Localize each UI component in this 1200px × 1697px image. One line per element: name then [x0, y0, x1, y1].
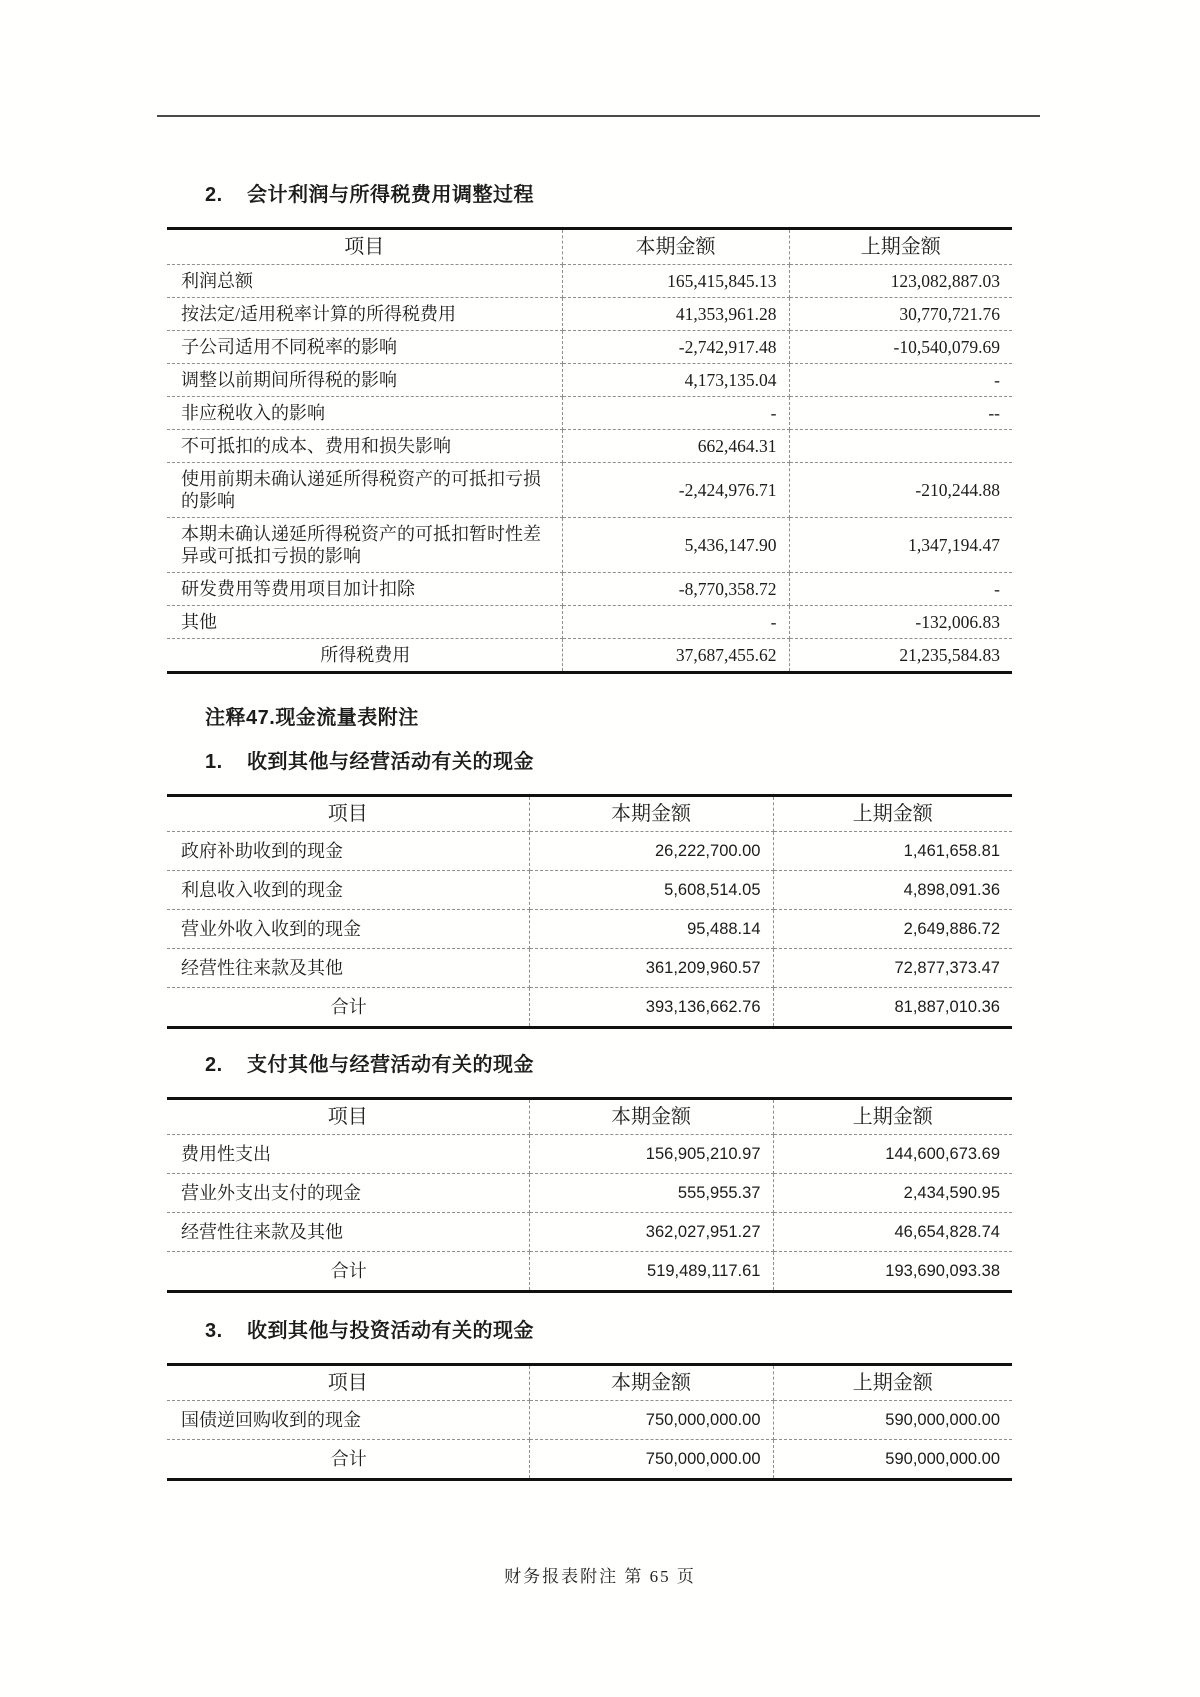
- item-label-cell: 经营性往来款及其他: [167, 949, 529, 988]
- table-row: [167, 871, 1012, 910]
- current-amount-cell: 519,489,117.61: [529, 1252, 773, 1292]
- total-row: [167, 639, 1012, 673]
- other-operating-payments-table: [167, 1097, 1012, 1293]
- prior-amount-cell: 1,461,658.81: [773, 832, 1012, 871]
- table-row: [167, 397, 1012, 430]
- total-row: [167, 1252, 1012, 1292]
- section-heading-other-operating-payments: [157, 1051, 1040, 1079]
- current-amount-cell: -8,770,358.72: [562, 573, 789, 606]
- prior-amount-cell: 21,235,584.83: [899, 645, 1000, 665]
- prior-amount-cell: -: [789, 364, 1012, 397]
- current-amount-cell: 37,687,455.62: [562, 639, 789, 673]
- column-header: 本期金额: [529, 1365, 773, 1401]
- item-label-cell: 国债逆回购收到的现金: [167, 1401, 529, 1440]
- column-header: 上期金额: [773, 796, 1012, 832]
- current-amount-cell: 4,173,135.04: [562, 364, 789, 397]
- current-amount-cell: 165,415,845.13: [562, 265, 789, 298]
- table-row: [167, 832, 1012, 871]
- table-row: [167, 606, 1012, 639]
- current-amount-cell: 393,136,662.76: [529, 988, 773, 1028]
- table-row: [167, 364, 1012, 397]
- prior-amount-cell: 46,654,828.74: [773, 1213, 1012, 1252]
- table-row: [167, 463, 1012, 518]
- item-label-cell: 政府补助收到的现金: [167, 832, 529, 871]
- current-amount-cell: 750,000,000.00: [529, 1401, 773, 1440]
- prior-amount-cell: 2,649,886.72: [773, 910, 1012, 949]
- column-header: 上期金额: [773, 1099, 1012, 1135]
- column-header: 本期金额: [529, 796, 773, 832]
- prior-amount-cell: 590,000,000.00: [885, 1450, 1000, 1468]
- section-heading-tax-adjustment: [157, 181, 1040, 209]
- total-row: [167, 988, 1012, 1028]
- current-amount-cell: -: [562, 606, 789, 639]
- other-investing-receipts-table: [167, 1363, 1012, 1481]
- item-label-cell: 经营性往来款及其他: [167, 1213, 529, 1252]
- prior-amount-cell: 193,690,093.38: [885, 1262, 1000, 1280]
- current-amount-cell: 5,436,147.90: [562, 518, 789, 573]
- item-label-cell: 合计: [167, 1440, 529, 1480]
- column-header: 上期金额: [773, 1365, 1012, 1401]
- table-row: [167, 1174, 1012, 1213]
- item-label-cell: 合计: [167, 988, 529, 1028]
- item-label-cell: 其他: [167, 606, 562, 639]
- current-amount-cell: 555,955.37: [529, 1174, 773, 1213]
- current-amount-cell: 750,000,000.00: [529, 1440, 773, 1480]
- table-header-row: [167, 1365, 1012, 1401]
- item-label-cell: 研发费用等费用项目加计扣除: [167, 573, 562, 606]
- prior-amount-cell: 1,347,194.47: [789, 518, 1012, 573]
- prior-amount-cell: -132,006.83: [789, 606, 1012, 639]
- table-header-row: [167, 229, 1012, 265]
- table-row: [167, 1213, 1012, 1252]
- item-label-cell: 营业外收入收到的现金: [167, 910, 529, 949]
- prior-amount-cell: 81,887,010.36: [894, 998, 1000, 1016]
- prior-amount-cell: 144,600,673.69: [773, 1135, 1012, 1174]
- section-heading-note47: [157, 704, 1040, 732]
- column-header: 项目: [167, 229, 562, 265]
- current-amount-cell: 95,488.14: [529, 910, 773, 949]
- tax-adjustment-table: [167, 227, 1012, 674]
- current-amount-cell: -2,742,917.48: [562, 331, 789, 364]
- current-amount-cell: -: [562, 397, 789, 430]
- prior-amount-cell: 2,434,590.95: [773, 1174, 1012, 1213]
- table-row: [167, 298, 1012, 331]
- column-header: 上期金额: [789, 229, 1012, 265]
- table-row: [167, 331, 1012, 364]
- heading-title: 支付其他与经营活动有关的现金: [247, 1054, 534, 1076]
- prior-amount-cell: 590,000,000.00: [773, 1401, 1012, 1440]
- page-footer: 财务报表附注 第 65 页: [504, 1567, 696, 1586]
- prior-amount-cell: -: [789, 573, 1012, 606]
- table-header-row: [167, 796, 1012, 832]
- section-heading-other-investing-receipts: [157, 1317, 1040, 1345]
- prior-amount-cell: -210,244.88: [789, 463, 1012, 518]
- column-header: 项目: [167, 1099, 529, 1135]
- table-row: [167, 265, 1012, 298]
- heading-title: 收到其他与投资活动有关的现金: [247, 1320, 534, 1342]
- prior-amount-cell: --: [789, 397, 1012, 430]
- item-label-cell: 按法定/适用税率计算的所得税费用: [167, 298, 562, 331]
- item-label-cell: 营业外支出支付的现金: [167, 1174, 529, 1213]
- column-header: 本期金额: [562, 229, 789, 265]
- table-row: [167, 430, 1012, 463]
- header-rule: [157, 115, 1040, 117]
- item-label-cell: 调整以前期间所得税的影响: [167, 364, 562, 397]
- current-amount-cell: 26,222,700.00: [529, 832, 773, 871]
- item-label-cell: 利息收入收到的现金: [167, 871, 529, 910]
- item-label-cell: 非应税收入的影响: [167, 397, 562, 430]
- current-amount-cell: -2,424,976.71: [562, 463, 789, 518]
- prior-amount-cell: 123,082,887.03: [789, 265, 1012, 298]
- current-amount-cell: 156,905,210.97: [529, 1135, 773, 1174]
- current-amount-cell: 362,027,951.27: [529, 1213, 773, 1252]
- item-label-cell: 使用前期未确认递延所得税资产的可抵扣亏损的影响: [167, 463, 562, 518]
- total-row: [167, 1440, 1012, 1480]
- prior-amount-cell: 30,770,721.76: [789, 298, 1012, 331]
- current-amount-cell: 5,608,514.05: [529, 871, 773, 910]
- heading-title: 现金流量表附注: [275, 707, 419, 729]
- heading-title: 会计利润与所得税费用调整过程: [247, 184, 534, 206]
- table-header-row: [167, 1099, 1012, 1135]
- column-header: 项目: [167, 1365, 529, 1401]
- table-row: [167, 1135, 1012, 1174]
- current-amount-cell: 361,209,960.57: [529, 949, 773, 988]
- table-row: [167, 910, 1012, 949]
- prior-amount-cell: -10,540,079.69: [789, 331, 1012, 364]
- column-header: 项目: [167, 796, 529, 832]
- item-label-cell: 费用性支出: [167, 1135, 529, 1174]
- item-label-cell: 本期未确认递延所得税资产的可抵扣暂时性差异或可抵扣亏损的影响: [167, 518, 562, 573]
- item-label-cell: 利润总额: [167, 265, 562, 298]
- item-label-cell: 不可抵扣的成本、费用和损失影响: [167, 430, 562, 463]
- heading-number: 1.: [205, 751, 223, 773]
- table-row: [167, 573, 1012, 606]
- table-row: [167, 949, 1012, 988]
- prior-amount-cell: 72,877,373.47: [773, 949, 1012, 988]
- prior-amount-cell: [789, 430, 1012, 463]
- section-heading-other-operating-receipts: [157, 748, 1040, 776]
- item-label-cell: 所得税费用: [167, 639, 562, 673]
- heading-number: 3.: [205, 1320, 223, 1342]
- heading-number: 2.: [205, 184, 223, 206]
- item-label-cell: 子公司适用不同税率的影响: [167, 331, 562, 364]
- table-row: [167, 1401, 1012, 1440]
- table-row: [167, 518, 1012, 573]
- heading-number: 2.: [205, 1054, 223, 1076]
- other-operating-receipts-table: [167, 794, 1012, 1029]
- current-amount-cell: 41,353,961.28: [562, 298, 789, 331]
- heading-title: 收到其他与经营活动有关的现金: [247, 751, 534, 773]
- prior-amount-cell: 4,898,091.36: [773, 871, 1012, 910]
- page-content: [157, 0, 1040, 1481]
- column-header: 本期金额: [529, 1099, 773, 1135]
- item-label-cell: 合计: [167, 1252, 529, 1292]
- heading-number: 注释47.: [205, 707, 276, 729]
- current-amount-cell: 662,464.31: [562, 430, 789, 463]
